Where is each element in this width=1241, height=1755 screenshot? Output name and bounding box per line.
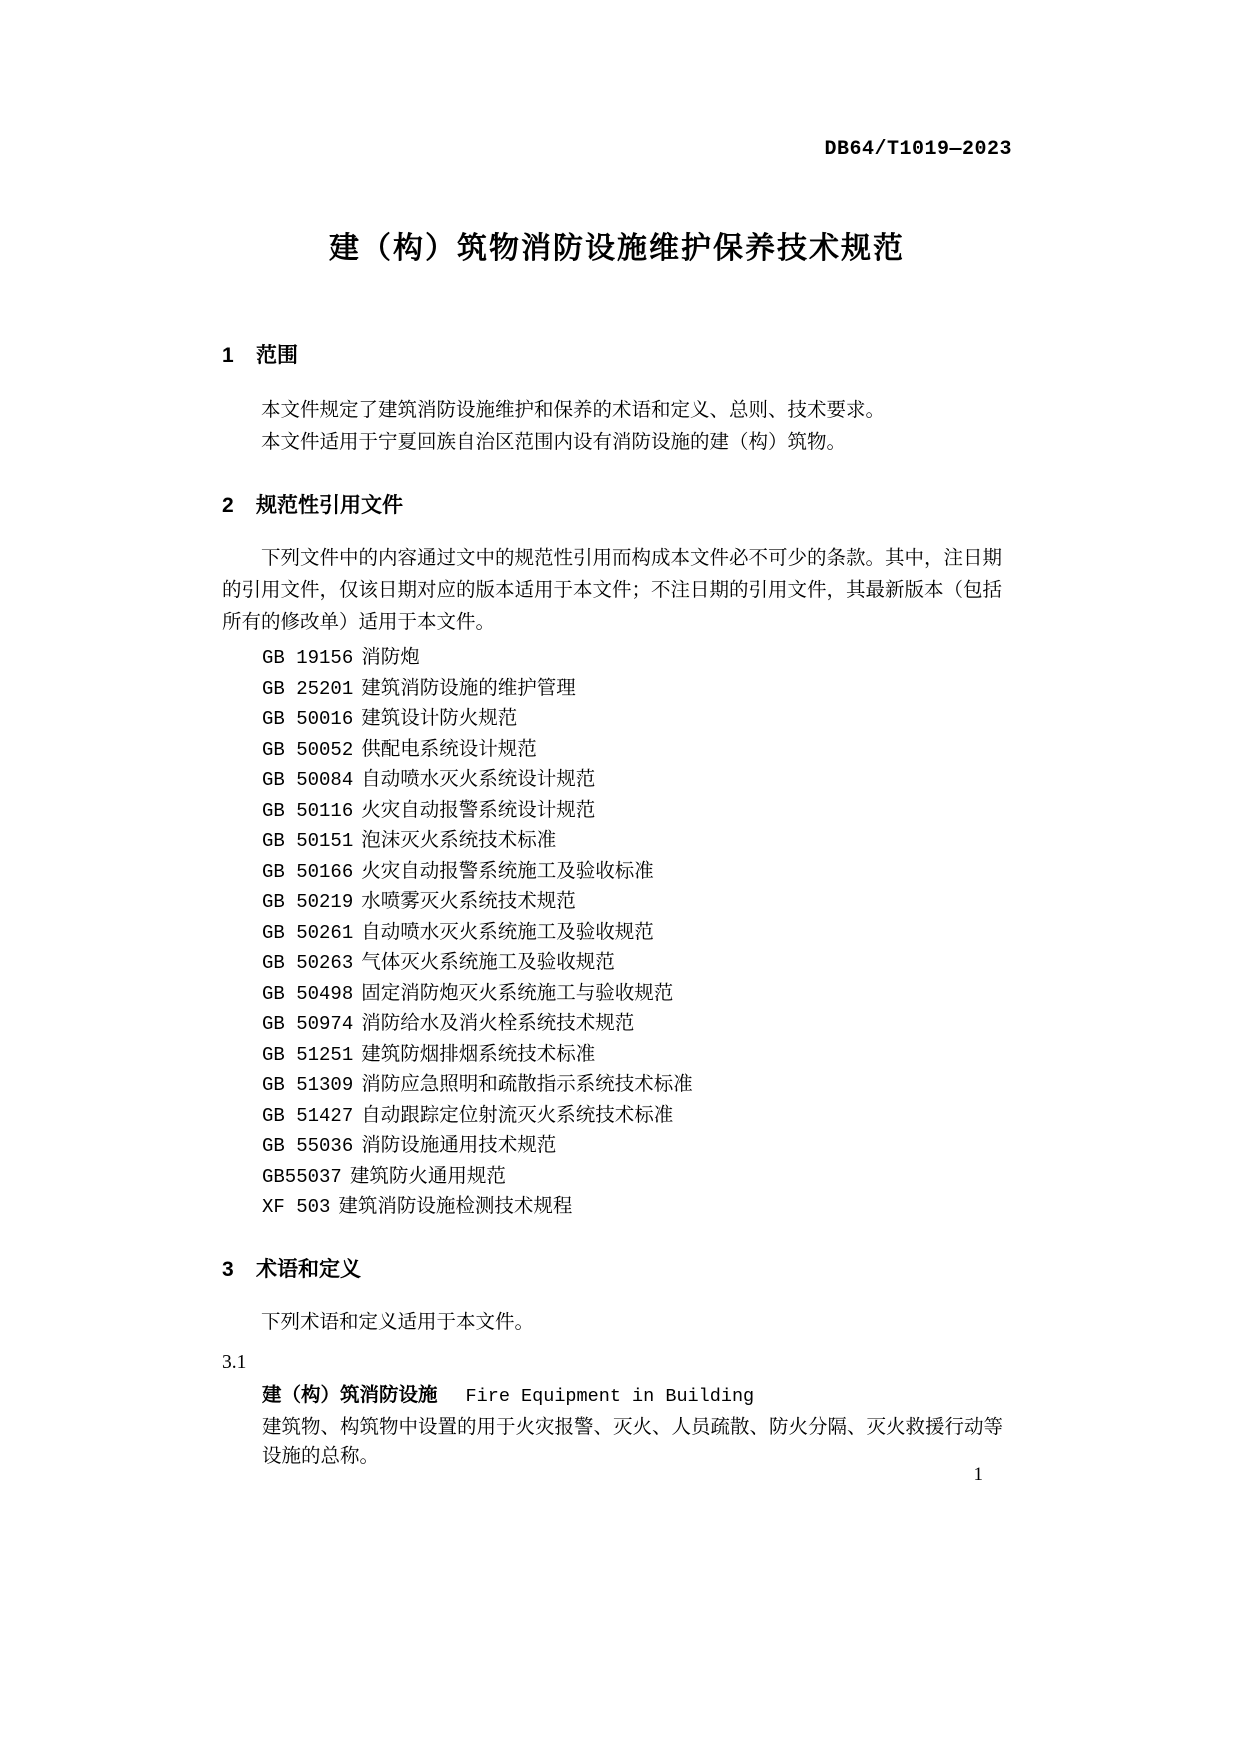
term-name: 建（构）筑消防设施 (262, 1383, 438, 1406)
reference-code: GB 50261 (262, 921, 354, 944)
reference-code: GB 50052 (262, 738, 354, 761)
term-number: 3.1 (222, 1351, 247, 1373)
reference-item (262, 1009, 1012, 1040)
reference-name: 自动喷水灭火系统施工及验收规范 (361, 921, 654, 943)
reference-item (262, 1162, 1012, 1193)
reference-item (262, 887, 1012, 918)
reference-code: GB 50166 (262, 860, 354, 883)
section-2-heading (222, 489, 1012, 519)
section-3-number: 3 (222, 1257, 234, 1281)
reference-code: GB 50116 (262, 799, 354, 822)
reference-code: GB 50084 (262, 769, 354, 791)
reference-item (262, 1040, 1012, 1071)
reference-item (262, 1070, 1012, 1101)
reference-name: 建筑消防设施检测技术规程 (338, 1196, 573, 1217)
reference-code: GB 51251 (262, 1043, 354, 1066)
reference-code: GB 50016 (262, 708, 354, 730)
reference-name: 水喷雾灭火系统技术规范 (361, 891, 576, 912)
section-3-label: 术语和定义 (256, 1257, 361, 1281)
section-1-heading (222, 339, 1012, 369)
reference-code: GB 50263 (262, 952, 354, 974)
section-2-number: 2 (222, 494, 234, 517)
reference-item (262, 643, 1012, 674)
reference-code: GB 25201 (262, 677, 354, 700)
section-2-label: 规范性引用文件 (256, 494, 403, 517)
reference-name: 建筑设计防火规范 (361, 708, 518, 729)
reference-name: 消防应急照明和疏散指示系统技术标准 (361, 1074, 693, 1095)
reference-name: 自动喷水灭火系统设计规范 (361, 769, 596, 790)
reference-item (262, 704, 1012, 735)
term-definition: 建筑物、构筑物中设置的用于火灾报警、灭火、人员疏散、防火分隔、灭火救援行动等设施的总称。 (262, 1416, 1004, 1467)
reference-name: 气体灭火系统施工及验收规范 (361, 952, 615, 973)
reference-name: 消防设施通用技术规范 (361, 1135, 557, 1156)
reference-name: 泡沫灭火系统技术标准 (361, 830, 557, 851)
reference-name: 供配电系统设计规范 (361, 738, 537, 760)
reference-code: GB 51427 (262, 1104, 354, 1127)
reference-item (262, 857, 1012, 888)
section-1-paragraph: 本文件适用于宁夏回族自治区范围内设有消防设施的建（构）筑物。 (261, 432, 847, 453)
reference-item (262, 826, 1012, 857)
reference-item (262, 1192, 1012, 1223)
reference-name: 火灾自动报警系统施工及验收标准 (361, 860, 654, 882)
page-title: 建（构）筑物消防设施维护保养技术规范 (329, 232, 905, 265)
reference-item (262, 796, 1012, 827)
reference-code: GB 51309 (262, 1074, 354, 1096)
reference-name: 火灾自动报警系统设计规范 (361, 799, 596, 821)
reference-item (262, 1101, 1012, 1132)
section-2-intro: 下列文件中的内容通过文中的规范性引用而构成本文件必不可少的条款。其中，注日期的引用文件，仅该日期对应的版本适用于本文件；不注日期的引用文件，其最新版本（包括所有的修改单）适用于本文件。 (222, 548, 1003, 633)
section-1-number: 1 (222, 344, 234, 367)
doc-number: DB64/T1019—2023 (824, 138, 1012, 161)
reference-code: GB 55036 (262, 1135, 354, 1157)
reference-item (262, 918, 1012, 949)
section-1-paragraph: 本文件规定了建筑消防设施维护和保养的术语和定义、总则、技术要求。 (261, 400, 886, 421)
page-number: 1 (973, 1464, 983, 1485)
reference-name: 自动跟踪定位射流灭火系统技术标准 (361, 1104, 674, 1126)
reference-code: GB 50219 (262, 891, 354, 913)
references-list (222, 643, 1012, 1223)
reference-name: 消防炮 (361, 647, 420, 668)
reference-item (262, 1131, 1012, 1162)
reference-name: 建筑消防设施的维护管理 (361, 677, 576, 699)
term-line (262, 1379, 1012, 1413)
reference-name: 建筑防火通用规范 (349, 1165, 506, 1187)
section-3-intro: 下列术语和定义适用于本文件。 (261, 1311, 535, 1333)
reference-item (262, 979, 1012, 1010)
reference-code: GB 50151 (262, 830, 354, 852)
reference-item (262, 765, 1012, 796)
reference-code: GB55037 (262, 1165, 342, 1188)
reference-code: GB 19156 (262, 647, 354, 669)
reference-name: 固定消防炮灭火系统施工与验收规范 (361, 982, 674, 1004)
reference-item (262, 948, 1012, 979)
section-1-label: 范围 (256, 344, 298, 367)
section-3-heading (222, 1253, 1012, 1283)
reference-item (262, 735, 1012, 766)
reference-code: GB 50974 (262, 1013, 354, 1035)
term-name-english: Fire Equipment in Building (465, 1385, 755, 1407)
reference-name: 建筑防烟排烟系统技术标准 (361, 1043, 596, 1065)
reference-name: 消防给水及消火栓系统技术规范 (361, 1013, 635, 1034)
reference-item (262, 674, 1012, 705)
reference-code: XF 503 (262, 1196, 331, 1218)
reference-code: GB 50498 (262, 982, 354, 1005)
